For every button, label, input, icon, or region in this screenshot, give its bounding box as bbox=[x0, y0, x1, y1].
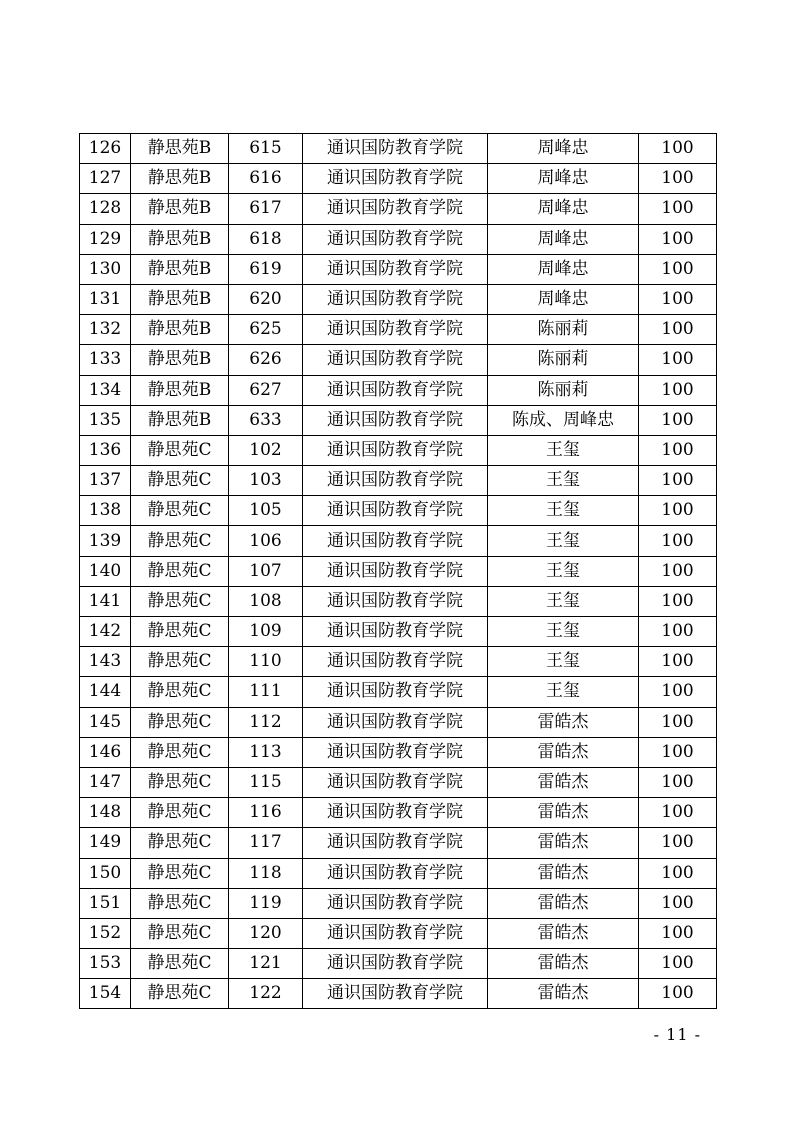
building-cell: 静思苑B bbox=[131, 405, 229, 435]
score-cell: 100 bbox=[639, 194, 717, 224]
score-cell: 100 bbox=[639, 979, 717, 1009]
score-cell: 100 bbox=[639, 737, 717, 767]
row-number-cell: 144 bbox=[80, 677, 131, 707]
score-cell: 100 bbox=[639, 707, 717, 737]
table-row bbox=[80, 375, 717, 405]
row-number-cell: 143 bbox=[80, 647, 131, 677]
score-cell: 100 bbox=[639, 254, 717, 284]
teacher-cell: 王玺 bbox=[488, 647, 639, 677]
score-cell: 100 bbox=[639, 918, 717, 948]
room-number-cell: 616 bbox=[229, 164, 303, 194]
score-cell: 100 bbox=[639, 798, 717, 828]
score-cell: 100 bbox=[639, 586, 717, 616]
teacher-cell: 雷皓杰 bbox=[488, 828, 639, 858]
row-number-cell: 149 bbox=[80, 828, 131, 858]
room-number-cell: 118 bbox=[229, 858, 303, 888]
row-number-cell: 136 bbox=[80, 435, 131, 465]
table-row bbox=[80, 677, 717, 707]
room-number-cell: 102 bbox=[229, 435, 303, 465]
row-number-cell: 154 bbox=[80, 979, 131, 1009]
college-cell: 通识国防教育学院 bbox=[303, 164, 488, 194]
college-cell: 通识国防教育学院 bbox=[303, 345, 488, 375]
score-cell: 100 bbox=[639, 767, 717, 797]
score-cell: 100 bbox=[639, 224, 717, 254]
building-cell: 静思苑C bbox=[131, 798, 229, 828]
table-row bbox=[80, 194, 717, 224]
table-row bbox=[80, 707, 717, 737]
teacher-cell: 周峰忠 bbox=[488, 254, 639, 284]
table-row bbox=[80, 586, 717, 616]
college-cell: 通识国防教育学院 bbox=[303, 194, 488, 224]
table-row bbox=[80, 254, 717, 284]
score-cell: 100 bbox=[639, 888, 717, 918]
score-cell: 100 bbox=[639, 647, 717, 677]
score-cell: 100 bbox=[639, 496, 717, 526]
row-number-cell: 127 bbox=[80, 164, 131, 194]
building-cell: 静思苑C bbox=[131, 858, 229, 888]
room-number-cell: 112 bbox=[229, 707, 303, 737]
room-number-cell: 615 bbox=[229, 134, 303, 164]
score-cell: 100 bbox=[639, 345, 717, 375]
building-cell: 静思苑C bbox=[131, 526, 229, 556]
table-row bbox=[80, 315, 717, 345]
building-cell: 静思苑C bbox=[131, 556, 229, 586]
table-body bbox=[80, 134, 717, 1009]
table-row bbox=[80, 737, 717, 767]
page-number: - 11 - bbox=[653, 1025, 701, 1044]
score-cell: 100 bbox=[639, 375, 717, 405]
room-number-cell: 115 bbox=[229, 767, 303, 797]
score-cell: 100 bbox=[639, 466, 717, 496]
table-row bbox=[80, 858, 717, 888]
row-number-cell: 142 bbox=[80, 617, 131, 647]
score-cell: 100 bbox=[639, 164, 717, 194]
college-cell: 通识国防教育学院 bbox=[303, 798, 488, 828]
score-cell: 100 bbox=[639, 134, 717, 164]
building-cell: 静思苑C bbox=[131, 888, 229, 918]
score-cell: 100 bbox=[639, 828, 717, 858]
teacher-cell: 陈丽莉 bbox=[488, 315, 639, 345]
room-number-cell: 103 bbox=[229, 466, 303, 496]
college-cell: 通识国防教育学院 bbox=[303, 586, 488, 616]
building-cell: 静思苑B bbox=[131, 164, 229, 194]
table-row bbox=[80, 224, 717, 254]
building-cell: 静思苑B bbox=[131, 254, 229, 284]
building-cell: 静思苑C bbox=[131, 979, 229, 1009]
college-cell: 通识国防教育学院 bbox=[303, 466, 488, 496]
building-cell: 静思苑B bbox=[131, 194, 229, 224]
table-row bbox=[80, 798, 717, 828]
college-cell: 通识国防教育学院 bbox=[303, 375, 488, 405]
college-cell: 通识国防教育学院 bbox=[303, 979, 488, 1009]
teacher-cell: 雷皓杰 bbox=[488, 979, 639, 1009]
room-number-cell: 620 bbox=[229, 284, 303, 314]
score-cell: 100 bbox=[639, 949, 717, 979]
teacher-cell: 周峰忠 bbox=[488, 164, 639, 194]
room-number-cell: 106 bbox=[229, 526, 303, 556]
building-cell: 静思苑C bbox=[131, 496, 229, 526]
college-cell: 通识国防教育学院 bbox=[303, 435, 488, 465]
row-number-cell: 153 bbox=[80, 949, 131, 979]
building-cell: 静思苑C bbox=[131, 949, 229, 979]
table-row bbox=[80, 345, 717, 375]
score-cell: 100 bbox=[639, 617, 717, 647]
building-cell: 静思苑C bbox=[131, 466, 229, 496]
teacher-cell: 雷皓杰 bbox=[488, 858, 639, 888]
room-number-cell: 121 bbox=[229, 949, 303, 979]
teacher-cell: 雷皓杰 bbox=[488, 949, 639, 979]
table-row bbox=[80, 647, 717, 677]
teacher-cell: 陈丽莉 bbox=[488, 345, 639, 375]
row-number-cell: 139 bbox=[80, 526, 131, 556]
row-number-cell: 140 bbox=[80, 556, 131, 586]
table-row bbox=[80, 918, 717, 948]
table-row bbox=[80, 526, 717, 556]
data-table bbox=[79, 133, 717, 1009]
college-cell: 通识国防教育学院 bbox=[303, 617, 488, 647]
teacher-cell: 王玺 bbox=[488, 466, 639, 496]
table-row bbox=[80, 828, 717, 858]
teacher-cell: 雷皓杰 bbox=[488, 707, 639, 737]
score-cell: 100 bbox=[639, 405, 717, 435]
building-cell: 静思苑C bbox=[131, 677, 229, 707]
score-cell: 100 bbox=[639, 435, 717, 465]
college-cell: 通识国防教育学院 bbox=[303, 315, 488, 345]
row-number-cell: 126 bbox=[80, 134, 131, 164]
teacher-cell: 王玺 bbox=[488, 556, 639, 586]
table-row bbox=[80, 284, 717, 314]
room-number-cell: 120 bbox=[229, 918, 303, 948]
row-number-cell: 145 bbox=[80, 707, 131, 737]
score-cell: 100 bbox=[639, 677, 717, 707]
table-row bbox=[80, 134, 717, 164]
building-cell: 静思苑B bbox=[131, 345, 229, 375]
teacher-cell: 雷皓杰 bbox=[488, 767, 639, 797]
room-number-cell: 119 bbox=[229, 888, 303, 918]
row-number-cell: 152 bbox=[80, 918, 131, 948]
teacher-cell: 周峰忠 bbox=[488, 194, 639, 224]
building-cell: 静思苑B bbox=[131, 315, 229, 345]
college-cell: 通识国防教育学院 bbox=[303, 677, 488, 707]
teacher-cell: 雷皓杰 bbox=[488, 737, 639, 767]
row-number-cell: 146 bbox=[80, 737, 131, 767]
building-cell: 静思苑C bbox=[131, 767, 229, 797]
table-row bbox=[80, 405, 717, 435]
college-cell: 通识国防教育学院 bbox=[303, 284, 488, 314]
room-number-cell: 625 bbox=[229, 315, 303, 345]
teacher-cell: 王玺 bbox=[488, 496, 639, 526]
teacher-cell: 周峰忠 bbox=[488, 224, 639, 254]
building-cell: 静思苑C bbox=[131, 918, 229, 948]
building-cell: 静思苑C bbox=[131, 707, 229, 737]
table-row bbox=[80, 767, 717, 797]
college-cell: 通识国防教育学院 bbox=[303, 405, 488, 435]
row-number-cell: 151 bbox=[80, 888, 131, 918]
room-number-cell: 122 bbox=[229, 979, 303, 1009]
room-number-cell: 117 bbox=[229, 828, 303, 858]
table-row bbox=[80, 164, 717, 194]
teacher-cell: 周峰忠 bbox=[488, 134, 639, 164]
table-row bbox=[80, 979, 717, 1009]
row-number-cell: 128 bbox=[80, 194, 131, 224]
college-cell: 通识国防教育学院 bbox=[303, 526, 488, 556]
college-cell: 通识国防教育学院 bbox=[303, 496, 488, 526]
row-number-cell: 132 bbox=[80, 315, 131, 345]
room-number-cell: 107 bbox=[229, 556, 303, 586]
teacher-cell: 雷皓杰 bbox=[488, 888, 639, 918]
teacher-cell: 王玺 bbox=[488, 526, 639, 556]
room-number-cell: 627 bbox=[229, 375, 303, 405]
college-cell: 通识国防教育学院 bbox=[303, 556, 488, 586]
room-number-cell: 113 bbox=[229, 737, 303, 767]
room-number-cell: 105 bbox=[229, 496, 303, 526]
room-number-cell: 626 bbox=[229, 345, 303, 375]
building-cell: 静思苑B bbox=[131, 375, 229, 405]
college-cell: 通识国防教育学院 bbox=[303, 224, 488, 254]
building-cell: 静思苑B bbox=[131, 134, 229, 164]
college-cell: 通识国防教育学院 bbox=[303, 858, 488, 888]
building-cell: 静思苑C bbox=[131, 737, 229, 767]
college-cell: 通识国防教育学院 bbox=[303, 134, 488, 164]
table-row bbox=[80, 556, 717, 586]
room-number-cell: 618 bbox=[229, 224, 303, 254]
room-number-cell: 109 bbox=[229, 617, 303, 647]
building-cell: 静思苑C bbox=[131, 647, 229, 677]
teacher-cell: 周峰忠 bbox=[488, 284, 639, 314]
dormitory-score-table bbox=[79, 133, 716, 1009]
row-number-cell: 129 bbox=[80, 224, 131, 254]
table-row bbox=[80, 496, 717, 526]
college-cell: 通识国防教育学院 bbox=[303, 767, 488, 797]
teacher-cell: 王玺 bbox=[488, 617, 639, 647]
score-cell: 100 bbox=[639, 315, 717, 345]
score-cell: 100 bbox=[639, 858, 717, 888]
teacher-cell: 王玺 bbox=[488, 586, 639, 616]
table-row bbox=[80, 888, 717, 918]
table-row bbox=[80, 617, 717, 647]
row-number-cell: 137 bbox=[80, 466, 131, 496]
table-row bbox=[80, 466, 717, 496]
college-cell: 通识国防教育学院 bbox=[303, 707, 488, 737]
college-cell: 通识国防教育学院 bbox=[303, 918, 488, 948]
college-cell: 通识国防教育学院 bbox=[303, 949, 488, 979]
room-number-cell: 617 bbox=[229, 194, 303, 224]
college-cell: 通识国防教育学院 bbox=[303, 737, 488, 767]
score-cell: 100 bbox=[639, 526, 717, 556]
room-number-cell: 108 bbox=[229, 586, 303, 616]
room-number-cell: 633 bbox=[229, 405, 303, 435]
row-number-cell: 147 bbox=[80, 767, 131, 797]
row-number-cell: 133 bbox=[80, 345, 131, 375]
college-cell: 通识国防教育学院 bbox=[303, 888, 488, 918]
room-number-cell: 110 bbox=[229, 647, 303, 677]
teacher-cell: 雷皓杰 bbox=[488, 918, 639, 948]
college-cell: 通识国防教育学院 bbox=[303, 647, 488, 677]
college-cell: 通识国防教育学院 bbox=[303, 254, 488, 284]
row-number-cell: 148 bbox=[80, 798, 131, 828]
room-number-cell: 111 bbox=[229, 677, 303, 707]
score-cell: 100 bbox=[639, 556, 717, 586]
teacher-cell: 雷皓杰 bbox=[488, 798, 639, 828]
row-number-cell: 138 bbox=[80, 496, 131, 526]
teacher-cell: 陈成、周峰忠 bbox=[488, 405, 639, 435]
building-cell: 静思苑B bbox=[131, 224, 229, 254]
score-cell: 100 bbox=[639, 284, 717, 314]
table-row bbox=[80, 949, 717, 979]
teacher-cell: 陈丽莉 bbox=[488, 375, 639, 405]
row-number-cell: 141 bbox=[80, 586, 131, 616]
room-number-cell: 619 bbox=[229, 254, 303, 284]
building-cell: 静思苑C bbox=[131, 435, 229, 465]
teacher-cell: 王玺 bbox=[488, 435, 639, 465]
room-number-cell: 116 bbox=[229, 798, 303, 828]
building-cell: 静思苑C bbox=[131, 617, 229, 647]
teacher-cell: 王玺 bbox=[488, 677, 639, 707]
building-cell: 静思苑C bbox=[131, 586, 229, 616]
row-number-cell: 150 bbox=[80, 858, 131, 888]
building-cell: 静思苑B bbox=[131, 284, 229, 314]
row-number-cell: 130 bbox=[80, 254, 131, 284]
table-row bbox=[80, 435, 717, 465]
row-number-cell: 131 bbox=[80, 284, 131, 314]
row-number-cell: 134 bbox=[80, 375, 131, 405]
building-cell: 静思苑C bbox=[131, 828, 229, 858]
college-cell: 通识国防教育学院 bbox=[303, 828, 488, 858]
row-number-cell: 135 bbox=[80, 405, 131, 435]
